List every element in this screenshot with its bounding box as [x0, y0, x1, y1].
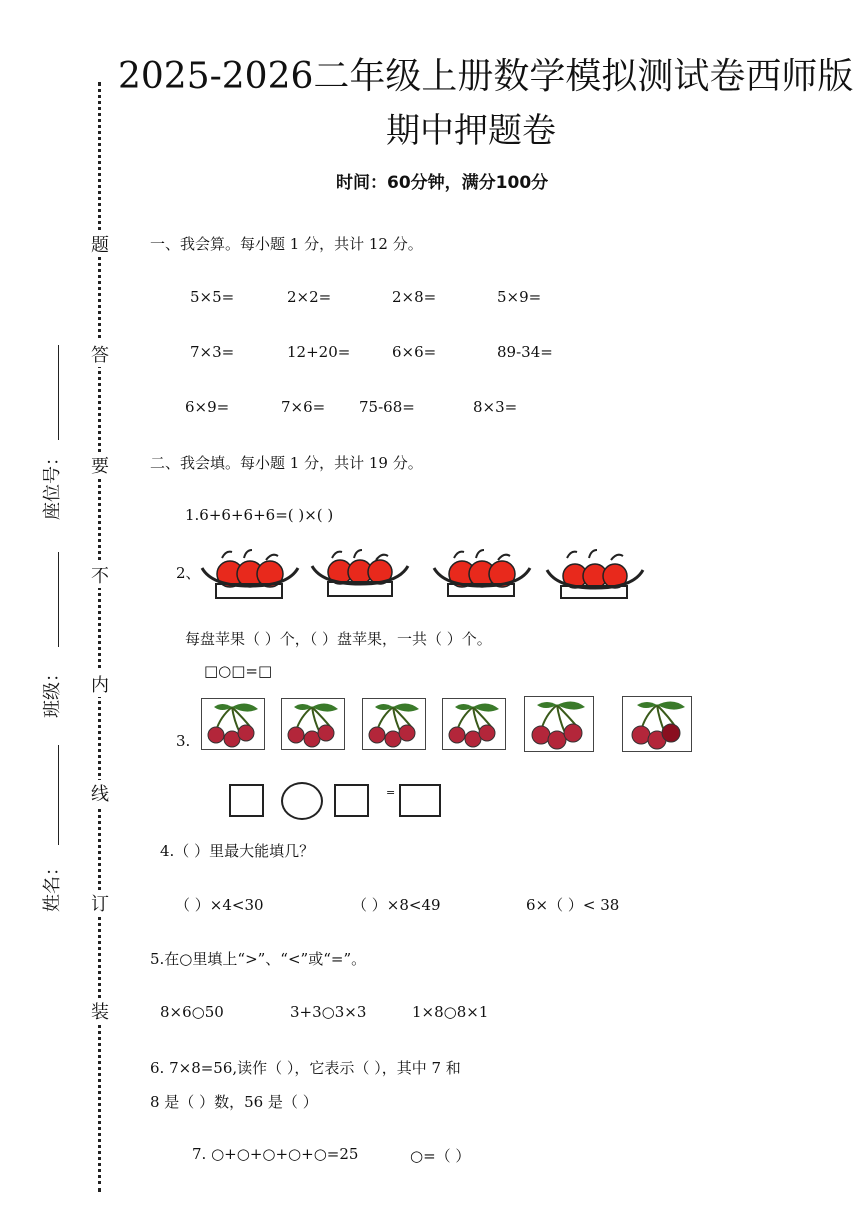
class-underline — [58, 552, 59, 647]
seat-label: 座位号： — [42, 448, 63, 520]
q5-item: 3+3○3×3 — [290, 1003, 367, 1021]
operator-circle[interactable] — [281, 782, 323, 820]
section2-heading: 二、我会填。每小题 1 分，共计 19 分。 — [150, 454, 423, 472]
page-title: 2025-2026二年级上册数学模拟测试卷西师版 — [118, 56, 854, 97]
apple-plate-illustration — [200, 548, 300, 602]
apple-plate-illustration — [545, 548, 645, 602]
calc-item: 2×2= — [287, 288, 332, 306]
answer-box[interactable] — [334, 784, 369, 817]
calc-item: 6×6= — [392, 343, 437, 361]
margin-char: 题 — [88, 231, 112, 257]
calc-item: 6×9= — [185, 398, 230, 416]
name-label: 姓名： — [42, 858, 63, 912]
calc-item: 7×3= — [190, 343, 235, 361]
q5-item: 8×6○50 — [160, 1003, 224, 1021]
calc-item: 89-34= — [497, 343, 553, 361]
equals-sign: = — [386, 786, 396, 799]
margin-char: 线 — [88, 780, 112, 806]
answer-box[interactable] — [399, 784, 441, 817]
question-7-equation: 7. ○+○+○+○+○=25 — [192, 1145, 359, 1163]
q4-item: （ ）×4<30 — [175, 896, 264, 914]
answer-box[interactable] — [229, 784, 264, 817]
section1-heading: 一、我会算。每小题 1 分，共计 12 分。 — [150, 235, 423, 253]
calc-item: 2×8= — [392, 288, 437, 306]
margin-char: 订 — [88, 890, 112, 916]
question-6-line2: 8 是（ ）数，56 是（ ） — [150, 1093, 318, 1111]
question-6-line1: 6. 7×8=56,读作（ ），它表示（ ），其中 7 和 — [150, 1059, 461, 1077]
cherry-illustration — [622, 696, 692, 752]
question-3-number: 3. — [176, 732, 191, 750]
margin-char: 答 — [88, 341, 112, 367]
time-info: 时间：60分钟，满分100分 — [336, 173, 549, 193]
q4-item: 6×（ ）< 38 — [526, 896, 620, 914]
name-underline — [58, 745, 59, 845]
apple-plate-illustration — [310, 548, 410, 602]
question-2-number: 2、 — [176, 564, 201, 582]
q4-item: （ ）×8<49 — [352, 896, 441, 914]
apple-plate-illustration — [432, 548, 532, 602]
calc-item: 5×9= — [497, 288, 542, 306]
question-1: 1.6+6+6+6=( )×( ) — [185, 506, 334, 524]
page-subtitle: 期中押题卷 — [386, 111, 556, 151]
cherry-illustration — [524, 696, 594, 752]
class-label: 班级： — [42, 664, 63, 718]
margin-char: 不 — [88, 562, 112, 588]
margin-char: 要 — [88, 452, 112, 478]
calc-item: 5×5= — [190, 288, 235, 306]
question-4: 4.（ ）里最大能填几？ — [160, 842, 315, 860]
cherry-illustration — [362, 698, 426, 750]
q5-item: 1×8○8×1 — [412, 1003, 489, 1021]
cherry-illustration — [201, 698, 265, 750]
cherry-illustration — [442, 698, 506, 750]
calc-item: 12+20= — [287, 343, 351, 361]
seat-underline — [58, 345, 59, 440]
question-5: 5.在○里填上“>”、“<”或“=”。 — [150, 950, 367, 968]
calc-item: 75-68= — [359, 398, 415, 416]
calc-item: 8×3= — [473, 398, 518, 416]
calc-item: 7×6= — [281, 398, 326, 416]
cherry-illustration — [281, 698, 345, 750]
question-7-answer: ○=（ ） — [410, 1147, 471, 1165]
question-2-formula: □○□=□ — [204, 662, 273, 680]
margin-char: 装 — [88, 998, 112, 1024]
question-2-text: 每盘苹果（ ）个，（ ）盘苹果，一共（ ）个。 — [185, 630, 492, 648]
margin-char: 内 — [88, 671, 112, 697]
